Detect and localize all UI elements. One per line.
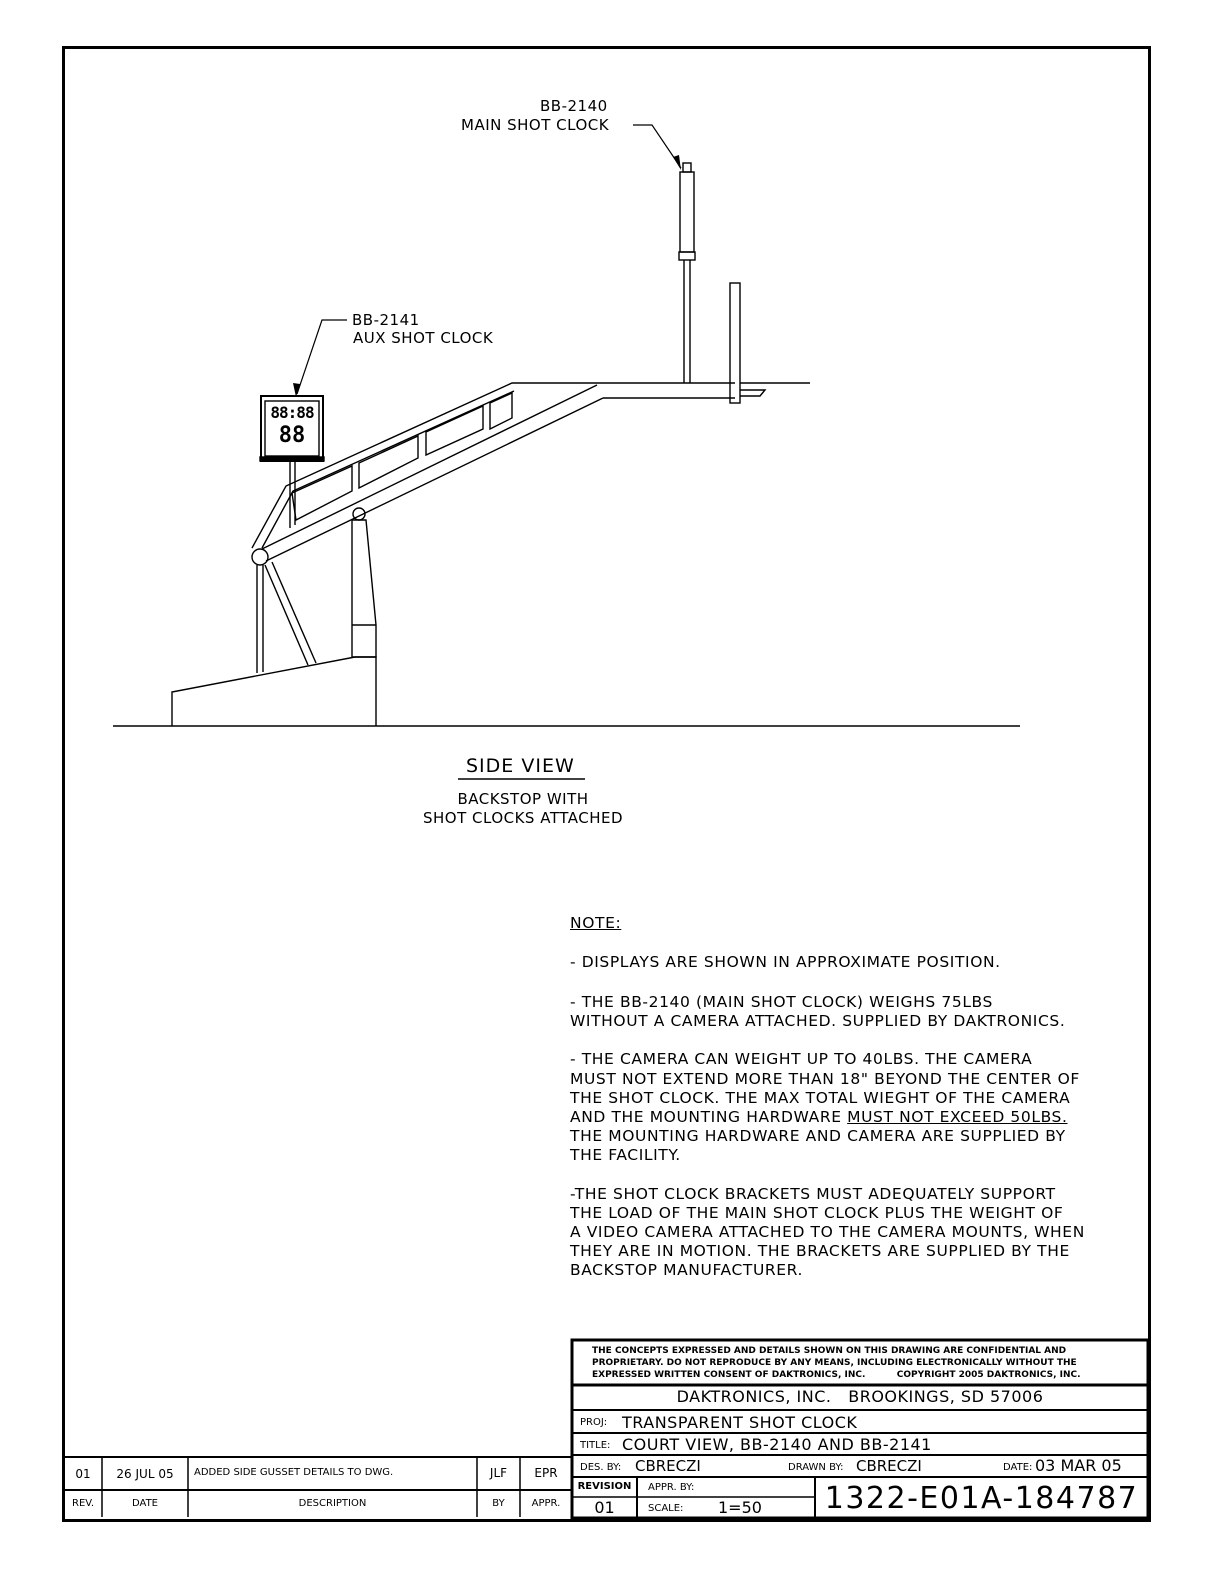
drawing-date: 03 MAR 05 [1035,1456,1122,1475]
rev-header-date: DATE [131,1498,158,1509]
rev-header-rev: REV. [72,1498,94,1509]
project-name: TRANSPARENT SHOT CLOCK [622,1413,858,1432]
note-2-line-1: - THE BB-2140 (MAIN SHOT CLOCK) WEIGHS 75LBS [570,993,993,1011]
designed-by: CBRECZI [635,1457,701,1475]
note-4-line-2: THE LOAD OF THE MAIN SHOT CLOCK PLUS THE WEIGHT OF [570,1204,1064,1222]
drawn-by-label: DRAWN BY: [788,1462,844,1473]
drawing-number: 1322-E01A-184787 [824,1481,1139,1516]
aux-display-top-digits: 88:88 [270,403,314,422]
note-3-line-1: - THE CAMERA CAN WEIGHT UP TO 40LBS. THE CAMERA [570,1050,1033,1068]
revision-number: 01 [594,1498,615,1517]
date-label: DATE: [1003,1462,1033,1473]
rev-header-description: DESCRIPTION [298,1498,367,1509]
view-subtitle-line1: BACKSTOP WITH [457,790,589,808]
appr-by-label: APPR. BY: [648,1482,695,1493]
aux-display-bottom-digits: 88 [278,423,306,448]
main-clock-label: MAIN SHOT CLOCK [461,116,610,134]
main-clock-code: BB-2140 [540,97,608,115]
aux-clock-label: AUX SHOT CLOCK [353,329,494,347]
rev-row-appr: EPR [534,1466,558,1480]
rev-row-by: JLF [489,1466,508,1480]
note-3-line-6: THE FACILITY. [570,1146,681,1164]
rev-header-appr: APPR. [531,1498,561,1509]
note-3-weight-limit: MUST NOT EXCEED 50LBS. [847,1108,1068,1126]
drawing-title: COURT VIEW, BB-2140 AND BB-2141 [622,1435,932,1454]
note-4-line-4: THEY ARE IN MOTION. THE BRACKETS ARE SUPPLIED BY THE [570,1242,1070,1260]
title-label: TITLE: [580,1440,611,1451]
note-3-line-4-text: AND THE MOUNTING HARDWARE [570,1108,848,1126]
revision-label: REVISION [577,1481,632,1492]
scale-value: 1=50 [718,1498,762,1517]
des-by-label: DES. BY: [580,1462,622,1473]
view-subtitle-line2: SHOT CLOCKS ATTACHED [422,809,623,827]
note-3-line-3: THE SHOT CLOCK. THE MAX TOTAL WIEGHT OF THE CAMERA [570,1089,1071,1107]
note-4-line-3: A VIDEO CAMERA ATTACHED TO THE CAMERA MOUNTS, WHEN [570,1223,1085,1241]
note-1: - DISPLAYS ARE SHOWN IN APPROXIMATE POSITION. [570,953,1001,971]
rev-row-date: 26 JUL 05 [116,1467,174,1481]
scale-label: SCALE: [648,1503,684,1514]
rev-row-rev: 01 [75,1467,91,1481]
rev-header-by: BY [492,1498,505,1509]
confidential-line-3: EXPRESSED WRITTEN CONSENT OF DAKTRONICS, INC. COPYRIGHT 2005 DAKTRONICS, INC. [592,1370,1081,1380]
note-3-line-2: MUST NOT EXTEND MORE THAN 18" BEYOND THE CENTER OF [570,1070,1080,1088]
note-3-line-5: THE MOUNTING HARDWARE AND CAMERA ARE SUPPLIED BY [570,1127,1066,1145]
confidential-line-2: PROPRIETARY. DO NOT REPRODUCE BY ANY MEANS, INCLUDING ELECTRONICALLY WITHOUT THE [592,1358,1077,1368]
rev-row-description: ADDED SIDE GUSSET DETAILS TO DWG. [194,1467,394,1478]
company-name: DAKTRONICS, INC. BROOKINGS, SD 57006 [676,1387,1044,1406]
drawn-by: CBRECZI [856,1457,922,1475]
notes-heading: NOTE: [570,914,622,932]
proj-label: PROJ: [580,1417,608,1428]
note-2-line-2: WITHOUT A CAMERA ATTACHED. SUPPLIED BY DAKTRONICS. [570,1012,1066,1030]
confidential-line-1: THE CONCEPTS EXPRESSED AND DETAILS SHOWN ON THIS DRAWING ARE CONFIDENTIAL AND [592,1346,1067,1356]
view-title: SIDE VIEW [466,755,575,777]
note-4-line-1: -THE SHOT CLOCK BRACKETS MUST ADEQUATELY SUPPORT [570,1185,1056,1203]
aux-clock-code: BB-2141 [352,311,420,329]
note-4-line-5: BACKSTOP MANUFACTURER. [570,1261,804,1279]
